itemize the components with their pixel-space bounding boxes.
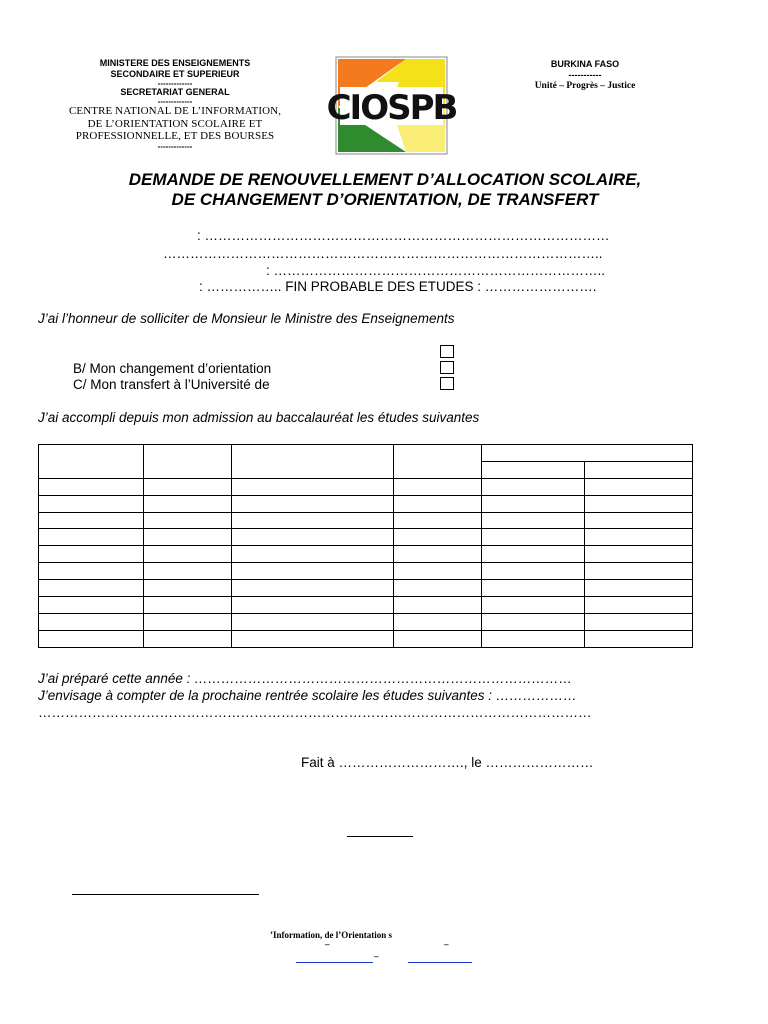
table-cell[interactable] — [482, 580, 585, 597]
centre-line-2: DE L’ORIENTATION SCOLAIRE ET — [87, 117, 263, 130]
form-title — [60, 170, 710, 210]
secretariat-label: SECRETARIAT GENERAL — [120, 87, 230, 97]
table-cell[interactable] — [232, 563, 394, 580]
table-cell[interactable] — [394, 512, 482, 529]
table-cell[interactable] — [394, 563, 482, 580]
table-header-cell — [39, 445, 144, 479]
table-cell[interactable] — [394, 529, 482, 546]
footer-dash-3: – — [374, 951, 379, 961]
table-cell[interactable] — [144, 512, 232, 529]
table-cell[interactable] — [394, 495, 482, 512]
title-line-2: DE CHANGEMENT D’ORIENTATION, DE TRANSFERT — [171, 190, 599, 209]
separator: ------------- — [157, 79, 193, 88]
table-row — [39, 630, 693, 647]
table-cell[interactable] — [39, 613, 144, 630]
table-cell[interactable] — [232, 495, 394, 512]
separator: ------------- — [157, 141, 193, 151]
table-cell[interactable] — [482, 563, 585, 580]
field-line-2[interactable]: …………………………………………………………………………………….. — [163, 246, 603, 261]
table-cell[interactable] — [482, 529, 585, 546]
table-cell[interactable] — [39, 580, 144, 597]
table-cell[interactable] — [39, 529, 144, 546]
table-row — [39, 495, 693, 512]
table-cell[interactable] — [39, 630, 144, 647]
table-cell[interactable] — [394, 546, 482, 563]
table-cell[interactable] — [585, 597, 693, 614]
table-cell[interactable] — [39, 512, 144, 529]
table-header-cell — [482, 461, 585, 478]
table-row — [39, 512, 693, 529]
table-cell[interactable] — [144, 546, 232, 563]
table-header-cell — [482, 445, 693, 462]
separator: ------------- — [157, 97, 193, 106]
table-cell[interactable] — [144, 563, 232, 580]
table-cell[interactable] — [232, 546, 394, 563]
table-cell[interactable] — [585, 478, 693, 495]
table-cell[interactable] — [585, 563, 693, 580]
table-cell[interactable] — [39, 478, 144, 495]
table-cell[interactable] — [482, 478, 585, 495]
option-b-label: B/ Mon changement d’orientation — [73, 361, 272, 376]
table-cell[interactable] — [232, 512, 394, 529]
option-a-checkbox[interactable] — [440, 345, 454, 358]
table-cell[interactable] — [394, 630, 482, 647]
centre-line-3: PROFESSIONNELLE, ET DES BOURSES — [75, 130, 275, 142]
table-cell[interactable] — [39, 597, 144, 614]
ciospb-logo — [326, 57, 457, 154]
country-name: BURKINA FASO — [550, 59, 620, 69]
table-cell[interactable] — [232, 597, 394, 614]
plan-line-2[interactable]: …………………………………………………………………………………………………………… — [38, 705, 592, 720]
table-cell[interactable] — [585, 495, 693, 512]
footer-link-underline[interactable] — [296, 962, 373, 963]
table-cell[interactable] — [394, 613, 482, 630]
table-cell[interactable] — [482, 630, 585, 647]
table-header-cell — [585, 461, 693, 478]
table-header-cell — [144, 445, 232, 479]
plan-line-1[interactable]: J’envisage à compter de la prochaine rentrée scolaire les études suivantes : ……………… — [38, 688, 577, 703]
table-cell[interactable] — [232, 630, 394, 647]
table-cell[interactable] — [482, 613, 585, 630]
footer-dash-1: – — [325, 939, 330, 949]
table-cell[interactable] — [482, 512, 585, 529]
option-b-checkbox[interactable] — [440, 361, 454, 374]
table-row — [39, 580, 693, 597]
table-cell[interactable] — [144, 495, 232, 512]
field-line-4[interactable]: : …………….. FIN PROBABLE DES ETUDES : ……………………. — [199, 279, 597, 294]
studies-table — [38, 444, 693, 648]
title-line-1: DEMANDE DE RENOUVELLEMENT D’ALLOCATION SCOLAIRE, — [128, 170, 642, 189]
request-intro: J’ai l’honneur de solliciter de Monsieur le Ministre des Enseignements — [38, 311, 455, 326]
table-cell[interactable] — [39, 546, 144, 563]
table-row — [39, 597, 693, 614]
table-cell[interactable] — [394, 580, 482, 597]
option-c-label: C/ Mon transfert à l’Université de — [73, 377, 270, 392]
table-cell[interactable] — [585, 512, 693, 529]
footer-dash-2: – — [444, 939, 449, 949]
table-row — [39, 478, 693, 495]
table-row — [39, 613, 693, 630]
table-cell[interactable] — [585, 580, 693, 597]
footer-text: ’Information, de l’Orientation s — [270, 930, 392, 940]
field-line-3[interactable]: : ……………………………………………………………….. — [266, 263, 606, 278]
table-cell[interactable] — [585, 546, 693, 563]
table-row — [39, 529, 693, 546]
table-cell[interactable] — [232, 529, 394, 546]
table-cell[interactable] — [232, 478, 394, 495]
separator: ----------- — [568, 70, 602, 80]
table-cell[interactable] — [585, 529, 693, 546]
field-line-1[interactable]: : ……………………………………………………………………………… — [197, 228, 610, 243]
centre-line-1: CENTRE NATIONAL DE L’INFORMATION, — [68, 105, 282, 117]
table-cell[interactable] — [39, 495, 144, 512]
country-motto: Unité – Progrès – Justice — [534, 81, 636, 91]
table-cell[interactable] — [144, 580, 232, 597]
table-cell[interactable] — [482, 546, 585, 563]
place-date-line[interactable]: Fait à ………………………., le …………………… — [301, 755, 594, 770]
ministry-line-2: SECONDAIRE ET SUPERIEUR — [110, 69, 240, 79]
ministry-header — [50, 58, 300, 150]
table-cell[interactable] — [39, 563, 144, 580]
logo-text: CIOSPB — [326, 88, 457, 128]
table-cell[interactable] — [585, 613, 693, 630]
table-cell[interactable] — [144, 597, 232, 614]
signature-line-short — [347, 836, 413, 837]
option-c-checkbox[interactable] — [440, 377, 454, 390]
signature-line-long — [72, 894, 259, 895]
studies-intro: J’ai accompli depuis mon admission au baccalauréat les études suivantes — [38, 410, 480, 425]
table-cell[interactable] — [482, 495, 585, 512]
table-cell[interactable] — [482, 597, 585, 614]
table-cell[interactable] — [144, 478, 232, 495]
table-row — [39, 563, 693, 580]
table-cell[interactable] — [144, 613, 232, 630]
table-cell[interactable] — [232, 580, 394, 597]
table-cell[interactable] — [144, 529, 232, 546]
country-header — [500, 59, 670, 92]
table-cell[interactable] — [144, 630, 232, 647]
table-cell[interactable] — [394, 597, 482, 614]
table-row — [39, 546, 693, 563]
table-header-cell — [394, 445, 482, 479]
prepared-line[interactable]: J’ai préparé cette année : ………………………………………………………………………… — [38, 671, 573, 686]
table-cell[interactable] — [585, 630, 693, 647]
table-header-row — [39, 445, 693, 462]
ministry-line-1: MINISTERE DES ENSEIGNEMENTS — [99, 58, 251, 68]
table-cell[interactable] — [394, 478, 482, 495]
footer-link-underline[interactable] — [408, 962, 472, 963]
table-cell[interactable] — [232, 613, 394, 630]
table-header-cell — [232, 445, 394, 479]
